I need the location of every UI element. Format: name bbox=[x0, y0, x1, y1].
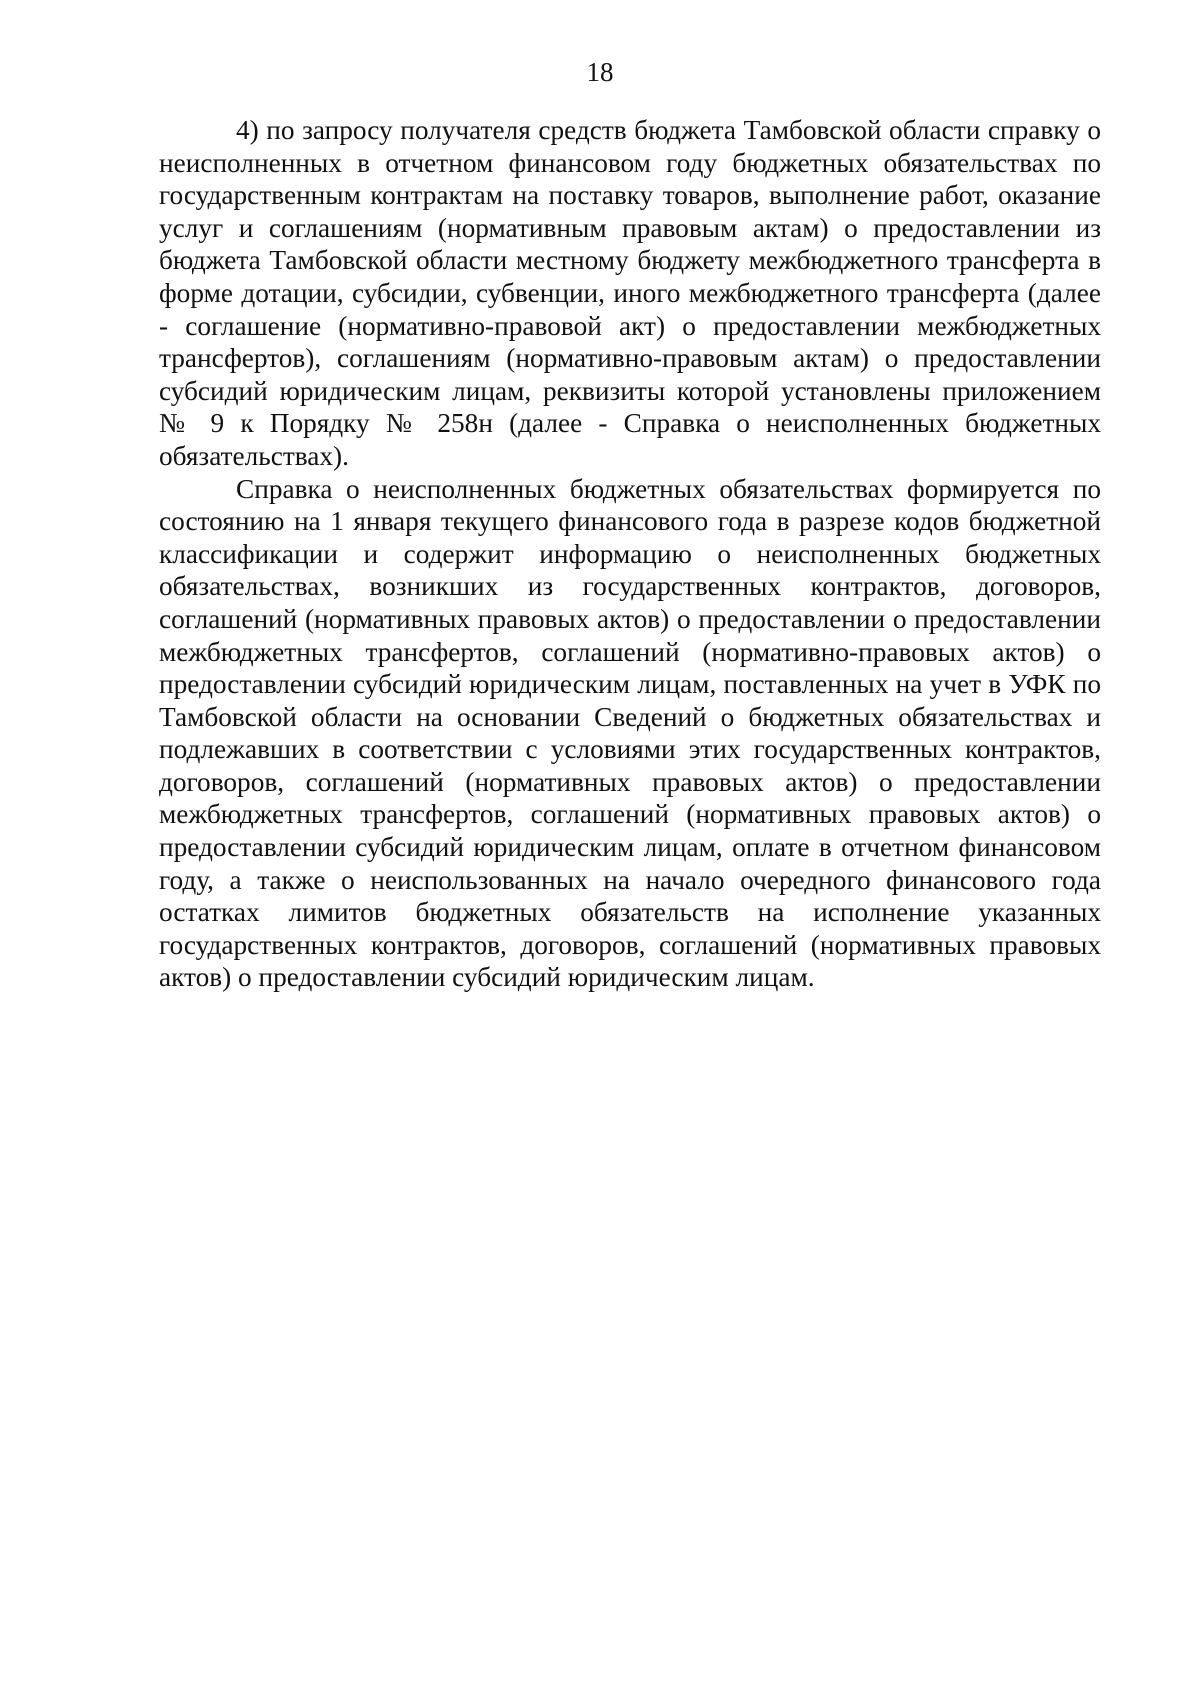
page-number: 18 bbox=[586, 57, 614, 87]
paragraph-item-4: 4) по запросу получателя средств бюджета Тамбовской области справку о неисполненных в отчетном финансовом году бюджетных обязательствах по государственным контрактам на поставку товаров, выполнение работ, оказание услуг и соглашениям (нормативным правовым актам) о предоставлении из бюджета Тамбовской области местному бюджету межбюджетного трансферта в форме дотации, субсидии, субвенции, иного межбюджетного трансферта (далее - соглашение (нормативно-правовой акт) о предоставлении межбюджетных трансфертов), соглашениям (нормативно-правовым актам) о предоставлении субсидий юридическим лицам, реквизиты которой установлены приложением № 9 к Порядку № 258н (далее - Справка о неисполненных бюджетных обязательствах). bbox=[159, 115, 1101, 471]
paragraph-unfulfilled-obligations-report: Справка о неисполненных бюджетных обязательствах формируется по состоянию на 1 января текущего финансового года в разрезе кодов бюджетной классификации и содержит информацию о неисполненных бюджетных обязательствах, возникших из государственных контрактов, договоров, соглашений (нормативных правовых актов) о предоставлении о предоставлении межбюджетных трансфертов, соглашений (нормативно-правовых актов) о предоставлении субсидий юридическим лицам, поставленных на учет в УФК по Тамбовской области на основании Сведений о бюджетных обязательствах и подлежавших в соответствии с условиями этих государственных контрактов, договоров, соглашений (нормативных правовых актов) о предоставлении межбюджетных трансфертов, соглашений (нормативных правовых актов) о предоставлении субсидий юридическим лицам, оплате в отчетном финансовом году, а также о неиспользованных на начало очередного финансового года остатках лимитов бюджетных обязательств на исполнение указанных государственных контрактов, договоров, соглашений (нормативных правовых актов) о предоставлении субсидий юридическим лицам. bbox=[159, 473, 1101, 993]
document-body bbox=[159, 114, 1101, 994]
